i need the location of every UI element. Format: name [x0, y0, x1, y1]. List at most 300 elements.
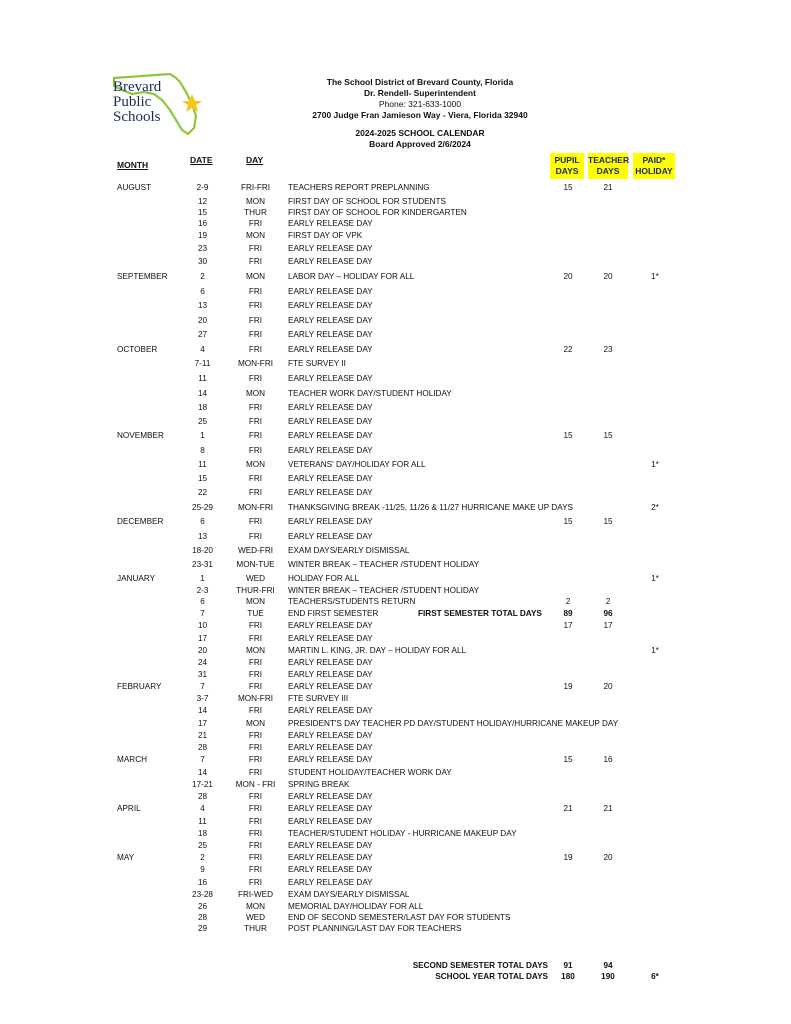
row-day: FRI [248, 257, 263, 266]
row-day: FRI [248, 403, 263, 412]
row-day: FRI [248, 792, 263, 801]
school-year-paid: 6* [651, 972, 659, 981]
row-date: 13 [197, 301, 208, 310]
second-semester-pupil: 91 [563, 961, 573, 970]
row-event: WINTER BREAK – TEACHER /STUDENT HOLIDAY [288, 586, 480, 595]
logo-text [113, 80, 161, 125]
row-pupil-days: 21 [563, 804, 573, 813]
row-date: 2 [200, 853, 205, 862]
row-event: EARLY RELEASE DAY [288, 345, 373, 354]
phone: Phone: 321-633-1000 [378, 99, 462, 109]
row-date: 21 [197, 731, 208, 740]
table-row [0, 803, 791, 815]
row-date: 15 [197, 208, 208, 217]
row-event: PRESIDENT'S DAY TEACHER PD DAY/STUDENT HOLIDAY/HURRICANE MAKEUP DAY [288, 719, 619, 728]
row-event: EARLY RELEASE DAY [288, 446, 373, 455]
row-day: FRI [248, 301, 263, 310]
table-row [0, 889, 791, 901]
table-row [0, 229, 791, 242]
logo-line-1: Brevard [113, 79, 162, 95]
row-day: FRI [248, 706, 263, 715]
board-approved: Board Approved 2/6/2024 [369, 139, 471, 149]
row-event: EARLY RELEASE DAY [288, 670, 373, 679]
row-day: FRI [248, 474, 263, 483]
row-day: FRI [248, 658, 263, 667]
row-date: 16 [197, 878, 208, 887]
row-event: MEMORIAL DAY/HOLIDAY FOR ALL [288, 902, 424, 911]
row-date: 7 [200, 755, 205, 764]
row-day: FRI [248, 417, 263, 426]
row-semester-total-label: FIRST SEMESTER TOTAL DAYS [418, 609, 542, 618]
row-day: THUR-FRI [236, 586, 275, 595]
row-teacher-days: 20 [603, 682, 613, 691]
brevard-public-schools-logo [110, 70, 210, 140]
table-row [0, 313, 791, 328]
table-row [0, 681, 791, 693]
table-row [0, 458, 791, 472]
row-day: MON-TUE [236, 560, 275, 569]
row-event: EARLY RELEASE DAY [288, 257, 373, 266]
row-month: FEBRUARY [117, 682, 162, 691]
row-teacher-days: 20 [603, 272, 613, 281]
row-date: 9 [200, 865, 205, 874]
superintendent: Dr. Rendell- Superintendent [364, 88, 476, 98]
row-event: FTE SURVEY III [288, 694, 349, 703]
table-row [0, 269, 791, 284]
table-row [0, 414, 791, 429]
row-event: EARLY RELEASE DAY [288, 755, 373, 764]
row-date: 6 [200, 287, 205, 296]
row-event: TEACHER WORK DAY/STUDENT HOLIDAY [288, 389, 452, 398]
row-event: EARLY RELEASE DAY [288, 658, 373, 667]
table-row [0, 766, 791, 779]
row-event: EARLY RELEASE DAY [288, 634, 373, 643]
table-row [0, 386, 791, 401]
table-row [0, 196, 791, 207]
logo-line-3: Schools [113, 109, 161, 125]
second-semester-teacher: 94 [603, 961, 613, 970]
row-event: SPRING BREAK [288, 780, 350, 789]
row-date: 11 [198, 817, 207, 826]
teacher-label: TEACHER [588, 155, 630, 165]
table-row [0, 693, 791, 705]
row-date: 18-20 [192, 546, 213, 555]
table-row [0, 828, 791, 840]
row-month: MAY [117, 853, 135, 862]
row-day: FRI [248, 517, 263, 526]
table-row [0, 608, 791, 620]
row-event: EARLY RELEASE DAY [288, 706, 373, 715]
row-event: EARLY RELEASE DAY [288, 841, 373, 850]
table-row [0, 705, 791, 717]
row-paid-holiday: 1* [651, 646, 659, 655]
table-row [0, 486, 791, 500]
row-teacher-days: 2 [605, 597, 611, 606]
row-date: 16 [197, 219, 208, 228]
row-pupil-days: 15 [563, 431, 573, 440]
row-date: 2-9 [196, 183, 209, 192]
column-month: MONTH [117, 160, 149, 170]
row-event: TEACHER/STUDENT HOLIDAY - HURRICANE MAKEUP DAY [288, 829, 517, 838]
row-pupil-days: 89 [563, 609, 573, 618]
row-pupil-days: 15 [563, 517, 573, 526]
row-day: FRI-FRI [240, 183, 271, 192]
row-date: 20 [197, 646, 208, 655]
table-row [0, 754, 791, 766]
row-day: MON [245, 460, 266, 469]
table-row [0, 371, 791, 386]
table-row [0, 515, 791, 529]
column-day: DAY [246, 155, 264, 165]
row-date: 26 [197, 902, 208, 911]
row-event: EARLY RELEASE DAY [288, 244, 373, 253]
row-date: 2 [200, 272, 205, 281]
table-row [0, 242, 791, 255]
paid-label: PAID* [642, 155, 666, 165]
row-day: FRI [248, 316, 263, 325]
table-row [0, 180, 791, 196]
row-event: FIRST DAY OF SCHOOL FOR STUDENTS [288, 197, 447, 206]
row-date: 12 [197, 197, 208, 206]
row-event: EXAM DAYS/EARLY DISMISSAL [288, 890, 410, 899]
table-row [0, 472, 791, 486]
row-event: EARLY RELEASE DAY [288, 219, 373, 228]
teacher-days-label: DAYS [596, 166, 620, 176]
row-day: MON [245, 719, 266, 728]
second-semester-label: SECOND SEMESTER TOTAL DAYS [412, 961, 548, 970]
row-day: FRI [248, 374, 263, 383]
row-paid-holiday: 2* [651, 503, 659, 512]
row-event: EARLY RELEASE DAY [288, 374, 373, 383]
row-month: NOVEMBER [117, 431, 164, 440]
table-row [0, 558, 791, 572]
row-day: WED [245, 574, 266, 583]
row-date: 27 [197, 330, 208, 339]
row-date: 7-11 [194, 359, 211, 368]
row-month: APRIL [117, 804, 141, 813]
row-day: FRI [248, 878, 263, 887]
table-row [0, 357, 791, 371]
row-teacher-days: 21 [603, 804, 613, 813]
row-day: FRI [248, 621, 263, 630]
row-day: FRI [248, 829, 263, 838]
table-row [0, 645, 791, 657]
row-event: EARLY RELEASE DAY [288, 287, 373, 296]
row-month: SEPTEMBER [117, 272, 168, 281]
row-event: EARLY RELEASE DAY [288, 488, 373, 497]
row-day: FRI [248, 804, 263, 813]
table-row [0, 742, 791, 754]
address: 2700 Judge Fran Jamieson Way - Viera, Florida 32940 [312, 110, 528, 120]
row-day: FRI [248, 345, 263, 354]
row-day: THUR [244, 924, 267, 933]
row-event: FIRST DAY OF VPK [288, 231, 363, 240]
row-event: EARLY RELEASE DAY [288, 682, 373, 691]
row-event: WINTER BREAK – TEACHER /STUDENT HOLIDAY [288, 560, 480, 569]
row-day: MON [245, 597, 266, 606]
table-row [0, 840, 791, 852]
row-day: FRI [248, 287, 263, 296]
row-day: FRI [248, 853, 263, 862]
row-date: 15 [197, 474, 208, 483]
row-date: 25 [197, 417, 208, 426]
table-row [0, 791, 791, 803]
row-date: 20 [197, 316, 208, 325]
column-teacher-days [588, 153, 628, 179]
table-row [0, 620, 791, 632]
table-row [0, 912, 791, 923]
row-teacher-days: 16 [603, 755, 613, 764]
table-row [0, 717, 791, 730]
row-day: MON-FRI [237, 503, 274, 512]
row-pupil-days: 15 [563, 755, 573, 764]
row-event: EARLY RELEASE DAY [288, 517, 373, 526]
row-event: EARLY RELEASE DAY [288, 330, 373, 339]
row-date: 13 [197, 532, 208, 541]
column-pupil-days [550, 153, 584, 179]
row-event: EARLY RELEASE DAY [288, 621, 373, 630]
row-day: MON [245, 231, 266, 240]
row-date: 1 [200, 574, 205, 583]
row-event: EARLY RELEASE DAY [288, 431, 373, 440]
row-date: 28 [197, 913, 208, 922]
row-pupil-days: 19 [563, 853, 573, 862]
row-date: 18 [197, 829, 208, 838]
row-date: 25-29 [192, 503, 213, 512]
table-row [0, 572, 791, 585]
school-year-teacher: 190 [601, 972, 615, 981]
row-date: 11 [198, 374, 207, 383]
table-row [0, 544, 791, 558]
row-date: 19 [197, 231, 208, 240]
table-row [0, 730, 791, 742]
row-day: FRI [248, 244, 263, 253]
row-date: 28 [197, 743, 208, 752]
table-row [0, 669, 791, 681]
row-date: 17 [197, 719, 208, 728]
calendar-table [0, 180, 791, 934]
row-date: 10 [197, 621, 208, 630]
row-pupil-days: 17 [563, 621, 573, 630]
row-paid-holiday: 1* [651, 574, 659, 583]
row-event: EARLY RELEASE DAY [288, 853, 373, 862]
row-date: 23 [197, 244, 208, 253]
row-event: EARLY RELEASE DAY [288, 474, 373, 483]
document-header [250, 77, 590, 150]
row-event: EARLY RELEASE DAY [288, 731, 373, 740]
table-row [0, 632, 791, 645]
row-teacher-days: 15 [603, 517, 613, 526]
table-row [0, 429, 791, 443]
row-day: WED [245, 913, 266, 922]
row-event: EARLY RELEASE DAY [288, 804, 373, 813]
row-date: 17 [197, 634, 208, 643]
row-event: END OF SECOND SEMESTER/LAST DAY FOR STUDENTS [288, 913, 511, 922]
row-date: 1 [200, 431, 205, 440]
row-event: POST PLANNING/LAST DAY FOR TEACHERS [288, 924, 462, 933]
row-day: FRI-WED [237, 890, 274, 899]
row-day: FRI [248, 743, 263, 752]
row-date: 6 [200, 597, 205, 606]
row-pupil-days: 20 [563, 272, 573, 281]
row-day: MON-FRI [237, 694, 274, 703]
table-row [0, 815, 791, 828]
school-year-totals [0, 971, 791, 983]
column-paid-holiday [633, 153, 675, 179]
row-day: MON [245, 902, 266, 911]
row-event: EXAM DAYS/EARLY DISMISSAL [288, 546, 410, 555]
table-row [0, 852, 791, 864]
row-date: 30 [197, 257, 208, 266]
district-name: The School District of Brevard County, Florida [326, 77, 514, 87]
row-pupil-days: 15 [563, 183, 573, 192]
pupil-label: PUPIL [554, 155, 580, 165]
row-day: MON [245, 389, 266, 398]
row-date: 14 [197, 768, 208, 777]
row-day: FRI [248, 488, 263, 497]
row-day: THUR [244, 208, 267, 217]
row-date: 4 [200, 345, 205, 354]
row-pupil-days: 2 [565, 597, 571, 606]
row-date: 8 [200, 446, 205, 455]
table-row [0, 328, 791, 342]
row-month: JANUARY [117, 574, 156, 583]
calendar-title: 2024-2025 SCHOOL CALENDAR [355, 128, 485, 138]
row-day: FRI [248, 446, 263, 455]
row-event: EARLY RELEASE DAY [288, 743, 373, 752]
table-row [0, 342, 791, 357]
row-event: VETERANS' DAY/HOLIDAY FOR ALL [288, 460, 426, 469]
row-date: 3-7 [196, 694, 209, 703]
row-day: FRI [248, 431, 263, 440]
row-date: 18 [197, 403, 208, 412]
row-event: EARLY RELEASE DAY [288, 865, 373, 874]
pupil-days-label: DAYS [555, 166, 579, 176]
star-icon [182, 94, 202, 112]
row-month: AUGUST [117, 183, 152, 192]
row-event: TEACHERS REPORT PREPLANNING [288, 183, 430, 192]
row-date: 22 [197, 488, 208, 497]
row-day: FRI [248, 755, 263, 764]
table-row [0, 657, 791, 669]
row-event: THANKSGIVING BREAK -11/25, 11/26 & 11/27 HURRICANE MAKE UP DAYS [288, 503, 573, 512]
row-day: FRI [248, 768, 263, 777]
row-month: MARCH [117, 755, 148, 764]
row-event: FIRST DAY OF SCHOOL FOR KINDERGARTEN [288, 208, 467, 217]
row-date: 6 [200, 517, 205, 526]
table-row [0, 255, 791, 269]
row-day: MON-FRI [237, 359, 274, 368]
row-day: FRI [248, 330, 263, 339]
row-date: 7 [200, 682, 205, 691]
row-teacher-days: 15 [603, 431, 613, 440]
table-row [0, 876, 791, 889]
row-month: DECEMBER [117, 517, 164, 526]
row-day: FRI [248, 634, 263, 643]
row-day: MON [245, 272, 266, 281]
row-event: STUDENT HOLIDAY/TEACHER WORK DAY [288, 768, 452, 777]
table-row [0, 207, 791, 218]
table-row [0, 299, 791, 313]
table-row [0, 596, 791, 608]
logo-line-2: Public [113, 94, 152, 110]
row-day: MON [245, 197, 266, 206]
row-date: 23-31 [192, 560, 213, 569]
row-event: HOLIDAY FOR ALL [288, 574, 360, 583]
table-row [0, 901, 791, 912]
row-teacher-days: 20 [603, 853, 613, 862]
row-event: EARLY RELEASE DAY [288, 316, 373, 325]
table-row [0, 779, 791, 791]
row-paid-holiday: 1* [651, 272, 659, 281]
row-paid-holiday: 1* [651, 460, 659, 469]
row-event: LABOR DAY – HOLIDAY FOR ALL [288, 272, 415, 281]
row-date: 23-28 [192, 890, 213, 899]
row-day: WED-FRI [237, 546, 274, 555]
row-event: END FIRST SEMESTER [288, 609, 379, 618]
school-year-label: SCHOOL YEAR TOTAL DAYS [435, 972, 548, 981]
row-date: 4 [200, 804, 205, 813]
row-day: FRI [248, 841, 263, 850]
row-pupil-days: 19 [563, 682, 573, 691]
row-event: FTE SURVEY II [288, 359, 346, 368]
row-date: 31 [197, 670, 208, 679]
holiday-label: HOLIDAY [635, 166, 673, 176]
table-row [0, 529, 791, 544]
row-event: EARLY RELEASE DAY [288, 792, 373, 801]
row-day: FRI [248, 670, 263, 679]
row-day: FRI [248, 532, 263, 541]
row-day: MON - FRI [235, 780, 276, 789]
row-event: EARLY RELEASE DAY [288, 532, 373, 541]
row-event: MARTIN L. KING, JR. DAY – HOLIDAY FOR ALL [288, 646, 467, 655]
row-teacher-days: 21 [603, 183, 613, 192]
school-year-pupil: 180 [561, 972, 575, 981]
row-date: 14 [197, 389, 208, 398]
table-row [0, 218, 791, 229]
row-day: FRI [248, 817, 263, 826]
row-date: 2-3 [196, 586, 209, 595]
table-row [0, 864, 791, 876]
table-row [0, 500, 791, 515]
row-day: FRI [248, 731, 263, 740]
row-day: FRI [248, 865, 263, 874]
row-date: 24 [197, 658, 208, 667]
table-row [0, 585, 791, 596]
row-date: 29 [197, 924, 208, 933]
row-date: 25 [197, 841, 208, 850]
row-event: EARLY RELEASE DAY [288, 301, 373, 310]
row-day: MON [245, 646, 266, 655]
row-event: EARLY RELEASE DAY [288, 417, 373, 426]
row-event: EARLY RELEASE DAY [288, 403, 373, 412]
row-teacher-days: 96 [603, 609, 613, 618]
row-pupil-days: 22 [563, 345, 573, 354]
row-date: 7 [200, 609, 205, 618]
row-event: TEACHERS/STUDENTS RETURN [288, 597, 416, 606]
row-day: FRI [248, 682, 263, 691]
row-date: 11 [198, 460, 207, 469]
row-month: OCTOBER [117, 345, 158, 354]
table-row [0, 923, 791, 934]
row-date: 14 [197, 706, 208, 715]
table-row [0, 401, 791, 414]
row-teacher-days: 17 [603, 621, 613, 630]
row-day: FRI [248, 219, 263, 228]
row-event: EARLY RELEASE DAY [288, 817, 373, 826]
table-row [0, 284, 791, 299]
table-row [0, 443, 791, 458]
